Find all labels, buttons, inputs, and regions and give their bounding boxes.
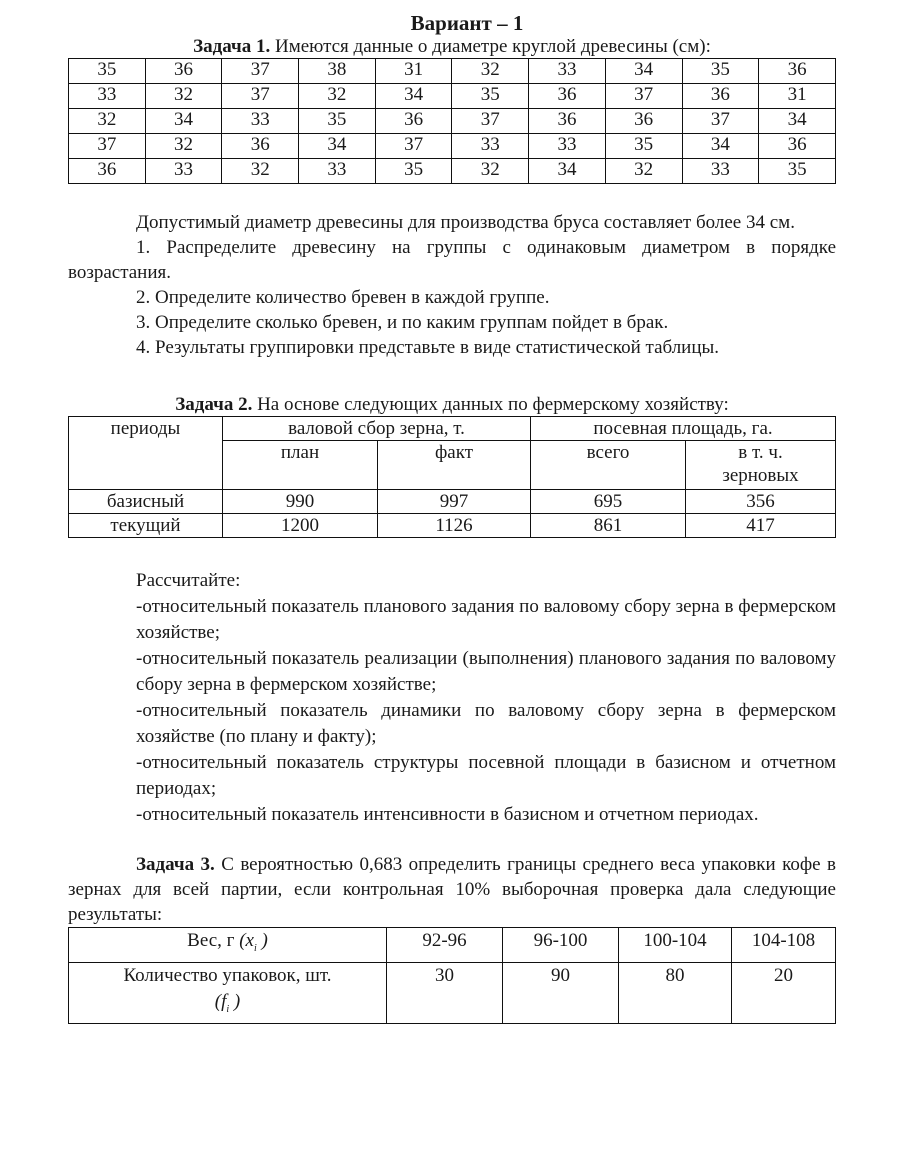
- diameter-cell: 35: [375, 159, 452, 184]
- diameter-table: [68, 58, 836, 184]
- diameter-cell: 35: [759, 159, 836, 184]
- diameter-cell: 37: [452, 109, 529, 134]
- diameter-cell: 32: [452, 59, 529, 84]
- header-area: посевная площадь, га.: [531, 417, 836, 441]
- table-row: [69, 159, 836, 184]
- diameter-cell: 36: [529, 84, 606, 109]
- count-cell: 90: [503, 962, 619, 1023]
- diameter-cell: 33: [529, 59, 606, 84]
- table-row: [69, 109, 836, 134]
- diameter-cell: 34: [605, 59, 682, 84]
- task3-body: С вероятностью 0,683 определить границы среднего веса упаковки кофе в зернах для всей партии, если контрольная 10% выборочная проверка дала следующие результаты:: [68, 854, 837, 925]
- diameter-cell: 33: [452, 134, 529, 159]
- weight-label: Вес, г: [187, 930, 235, 951]
- diameter-cell: 37: [375, 134, 452, 159]
- diameter-cell: 31: [375, 59, 452, 84]
- diameter-cell: 35: [682, 59, 759, 84]
- table-row: [69, 514, 836, 538]
- header-total: всего: [531, 441, 686, 490]
- task2-heading: [68, 394, 836, 416]
- diameter-cell: 35: [299, 109, 376, 134]
- diameter-cell: 34: [375, 84, 452, 109]
- diameter-cell: 36: [222, 134, 299, 159]
- diameter-cell: 32: [299, 84, 376, 109]
- cell-fact: 1126: [378, 514, 531, 538]
- header-gross: валовой сбор зерна, т.: [223, 417, 531, 441]
- task1-label: Задача 1.: [193, 36, 271, 57]
- header-fact: факт: [378, 441, 531, 490]
- diameter-cell: 34: [759, 109, 836, 134]
- task2-calculations: [68, 568, 836, 828]
- interval-cell: 104-108: [732, 928, 836, 963]
- cell-plan: 990: [223, 490, 378, 514]
- count-cell: 80: [619, 962, 732, 1023]
- interval-cell: 92-96: [387, 928, 503, 963]
- table-row: [69, 59, 836, 84]
- header-grain: в т. ч. зерновых: [686, 441, 836, 490]
- task3-label: Задача 3.: [136, 854, 215, 875]
- cell-plan: 1200: [223, 514, 378, 538]
- diameter-cell: 35: [69, 59, 146, 84]
- diameter-cell: 34: [682, 134, 759, 159]
- header-plan: план: [223, 441, 378, 490]
- calc-item: -относительный показатель реализации (выполнения) планового задания по валовому сбору зерна в фермерском хозяйстве;: [136, 648, 836, 695]
- cell-grain: 417: [686, 514, 836, 538]
- fi-symbol: ($f_i$ ): [214, 990, 241, 1015]
- diameter-cell: 37: [605, 84, 682, 109]
- interval-cell: 96-100: [503, 928, 619, 963]
- task2-label: Задача 2.: [175, 394, 253, 415]
- cell-fact: 997: [378, 490, 531, 514]
- cell-total: 861: [531, 514, 686, 538]
- calc-item: -относительный показатель структуры посевной площади в базисном и отчетном периодах;: [136, 752, 836, 799]
- coffee-table: [68, 927, 836, 1024]
- diameter-cell: 34: [529, 159, 606, 184]
- calc-title: Рассчитайте:: [136, 570, 241, 591]
- diameter-cell: 35: [605, 134, 682, 159]
- diameter-cell: 37: [222, 59, 299, 84]
- diameter-cell: 37: [222, 84, 299, 109]
- document-page: [68, 0, 836, 1024]
- diameter-cell: 36: [682, 84, 759, 109]
- interval-cell: 100-104: [619, 928, 732, 963]
- task1-heading: [68, 36, 836, 58]
- diameter-cell: 32: [452, 159, 529, 184]
- diameter-cell: 33: [529, 134, 606, 159]
- cell-grain: 356: [686, 490, 836, 514]
- diameter-cell: 31: [759, 84, 836, 109]
- calc-item: -относительный показатель планового задания по валовому сбору зерна в фермерском хозяйстве;: [136, 596, 836, 643]
- diameter-cell: 32: [222, 159, 299, 184]
- calc-item: -относительный показатель интенсивности в базисном и отчетном периодах.: [136, 804, 759, 825]
- count-label: Количество упаковок, шт.: [123, 964, 332, 986]
- table-row: [69, 84, 836, 109]
- diameter-cell: 36: [605, 109, 682, 134]
- count-cell: 30: [387, 962, 503, 1023]
- table-row: [69, 134, 836, 159]
- cell-total: 695: [531, 490, 686, 514]
- task1-step-4: 4. Результаты группировки представьте в виде статистической таблицы.: [136, 337, 720, 358]
- table-row: [69, 490, 836, 514]
- diameter-cell: 36: [759, 134, 836, 159]
- diameter-cell: 36: [145, 59, 222, 84]
- xi-symbol: ($x_i$ ): [239, 930, 268, 954]
- diameter-cell: 32: [145, 134, 222, 159]
- diameter-cell: 33: [682, 159, 759, 184]
- diameter-cell: 33: [222, 109, 299, 134]
- cell-period: текущий: [69, 514, 223, 538]
- header-periods: периоды: [69, 417, 223, 490]
- farm-table: [68, 416, 836, 538]
- diameter-cell: 32: [605, 159, 682, 184]
- diameter-cell: 36: [375, 109, 452, 134]
- diameter-cell: 32: [69, 109, 146, 134]
- diameter-cell: 34: [145, 109, 222, 134]
- diameter-cell: 36: [759, 59, 836, 84]
- cell-period: базисный: [69, 490, 223, 514]
- task2-intro: На основе следующих данных по фермерскому хозяйству:: [257, 394, 729, 415]
- task3-text: [68, 852, 836, 927]
- diameter-cell: 36: [69, 159, 146, 184]
- diameter-cell: 35: [452, 84, 529, 109]
- weight-header: [69, 928, 387, 963]
- variant-title: Вариант – 1: [410, 11, 524, 35]
- task1-condition: Допустимый диаметр древесины для производства бруса составляет более 34 см.: [136, 212, 795, 233]
- diameter-cell: 33: [69, 84, 146, 109]
- count-cell: 20: [732, 962, 836, 1023]
- diameter-cell: 32: [145, 84, 222, 109]
- task1-step-3: 3. Определите сколько бревен, и по каким группам пойдет в брак.: [136, 312, 669, 333]
- diameter-cell: 33: [299, 159, 376, 184]
- diameter-cell: 36: [529, 109, 606, 134]
- task1-step-2: 2. Определите количество бревен в каждой группе.: [136, 287, 550, 308]
- diameter-cell: 33: [145, 159, 222, 184]
- task1-step-1: 1. Распределите древесину на группы с одинаковым диаметром в порядке возрастания.: [68, 237, 836, 283]
- task1-intro: Имеются данные о диаметре круглой древесины (см):: [274, 36, 711, 57]
- calc-item: -относительный показатель динамики по валовому сбору зерна в фермерском хозяйстве (по плану и факту);: [136, 700, 836, 747]
- diameter-cell: 38: [299, 59, 376, 84]
- diameter-cell: 37: [69, 134, 146, 159]
- count-header: [69, 962, 387, 1023]
- diameter-cell: 37: [682, 109, 759, 134]
- diameter-cell: 34: [299, 134, 376, 159]
